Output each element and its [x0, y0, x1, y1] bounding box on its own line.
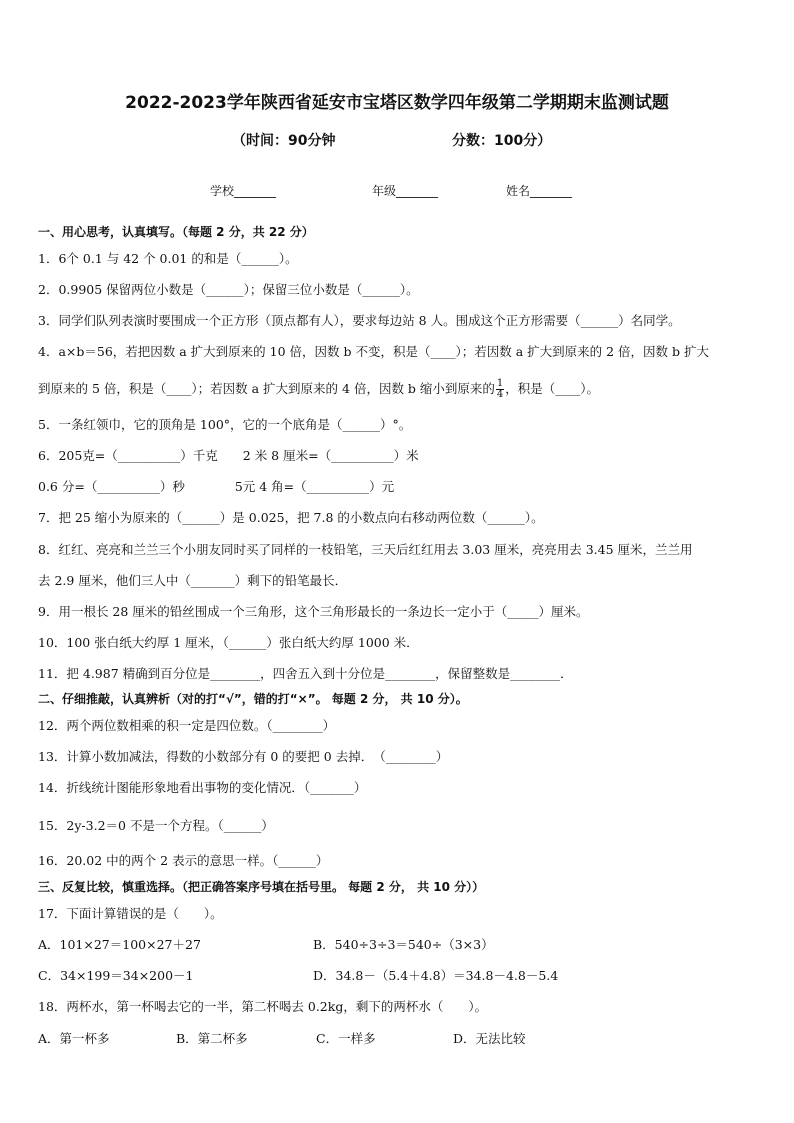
student-info-row [0, 182, 794, 200]
fraction-one-quarter [496, 379, 504, 400]
question-4-line-2 [38, 379, 599, 400]
question-14: 14．折线统计图能形象地看出事物的变化情况．（_______） [38, 780, 367, 795]
fraction-numerator: 1 [496, 378, 504, 389]
question-6-line-2: 0.6 分=（__________）秒 5元 4 角=（__________）元 [38, 479, 395, 494]
exam-title: 2022-2023学年陕西省延安市宝塔区数学四年级第二学期期末监测试题 [125, 93, 669, 113]
q17-option-d: D．34.8－（5.4＋4.8）＝34.8－4.8－5.4 [313, 968, 559, 983]
question-5: 5．一条红领巾，它的顶角是 100°，它的一个底角是（______）°。 [38, 417, 412, 432]
question-6-line-1: 6．205克=（__________）千克 2 米 8 厘米=（__________）米 [38, 448, 419, 463]
q18-option-d: D．无法比较 [453, 1031, 526, 1046]
question-15: 15．2y-3.2＝0 不是一个方程。（______） [38, 818, 274, 833]
name-field: 姓名_______ [506, 184, 573, 198]
question-9: 9．用一根长 28 厘米的铅丝围成一个三角形，这个三角形最长的一条边长一定小于（_____）厘米。 [38, 604, 589, 619]
section-1-heading: 一、用心思考，认真填写。（每题 2 分，共 22 分） [38, 225, 314, 239]
question-2: 2．0.9905 保留两位小数是（______）；保留三位小数是（______）。 [38, 282, 419, 297]
section-2-heading: 二、仔细推敲，认真辨析（对的打“√”，错的打“×”。 每题 2 分， 共 10 分）。 [38, 692, 468, 706]
question-10: 10．100 张白纸大约厚 1 厘米，（______）张白纸大约厚 1000 米． [38, 635, 419, 650]
q17-option-a: A．101×27＝100×27＋27 [38, 937, 201, 952]
section-3-heading: 三、反复比较，慎重选择。（把正确答案序号填在括号里。 每题 2 分， 共 10 分）） [38, 880, 485, 894]
question-4-text: 到原来的 5 倍，积是（____）；若因数 a 扩大到原来的 4 倍，因数 b 缩小到原来的 [38, 381, 495, 396]
question-3: 3．同学们队列表演时要围成一个正方形（顶点都有人），要求每边站 8 人。围成这个正方形需要（______）名同学。 [38, 313, 681, 328]
question-18: 18．两杯水，第一杯喝去它的一半，第二杯喝去 0.2kg，剩下的两杯水（ ）。 [38, 999, 488, 1014]
question-13: 13．计算小数加减法，得数的小数部分有 0 的要把 0 去掉． （________） [38, 749, 449, 764]
question-11: 11．把 4.987 精确到百分位是________，四舍五入到十分位是________，保留整数是________． [38, 666, 573, 681]
q17-option-b: B．540÷3÷3＝540÷（3×3） [313, 937, 494, 952]
school-field: 学校_______ [210, 184, 277, 198]
q17-option-c: C．34×199＝34×200－1 [38, 968, 194, 983]
question-1: 1．6个 0.1 与 42 个 0.01 的和是（______）。 [38, 251, 298, 266]
q18-option-b: B．第二杯多 [176, 1031, 248, 1046]
question-16: 16．20.02 中的两个 2 表示的意思一样。（______） [38, 853, 329, 868]
question-12: 12．两个两位数相乘的积一定是四位数。（________） [38, 718, 336, 733]
exam-score: 分数：100分） [452, 133, 552, 149]
question-8-line-1: 8．红红、亮亮和兰兰三个小朋友同时买了同样的一枝铅笔，三天后红红用去 3.03 厘米，亮亮用去 3.45 厘米，兰兰用 [38, 542, 693, 557]
grade-field: 年级_______ [372, 184, 439, 198]
question-4-tail: ，积是（____）。 [505, 381, 600, 396]
question-8-line-2: 去 2.9 厘米，他们三人中（_______）剩下的铅笔最长． [38, 573, 348, 588]
question-17: 17．下面计算错误的是（ ）。 [38, 906, 223, 921]
question-7: 7．把 25 缩小为原来的（______）是 0.025，把 7.8 的小数点向右移动两位数（______）。 [38, 510, 544, 525]
fraction-denominator: 4 [496, 389, 504, 400]
exam-time: （时间：90分钟 [232, 133, 336, 149]
question-4-line-1: 4．a×b＝56，若把因数 a 扩大到原来的 10 倍，因数 b 不变，积是（____）；若因数 a 扩大到原来的 2 倍，因数 b 扩大 [38, 344, 709, 359]
q18-option-c: C．一样多 [316, 1031, 376, 1046]
q18-option-a: A．第一杯多 [38, 1031, 110, 1046]
